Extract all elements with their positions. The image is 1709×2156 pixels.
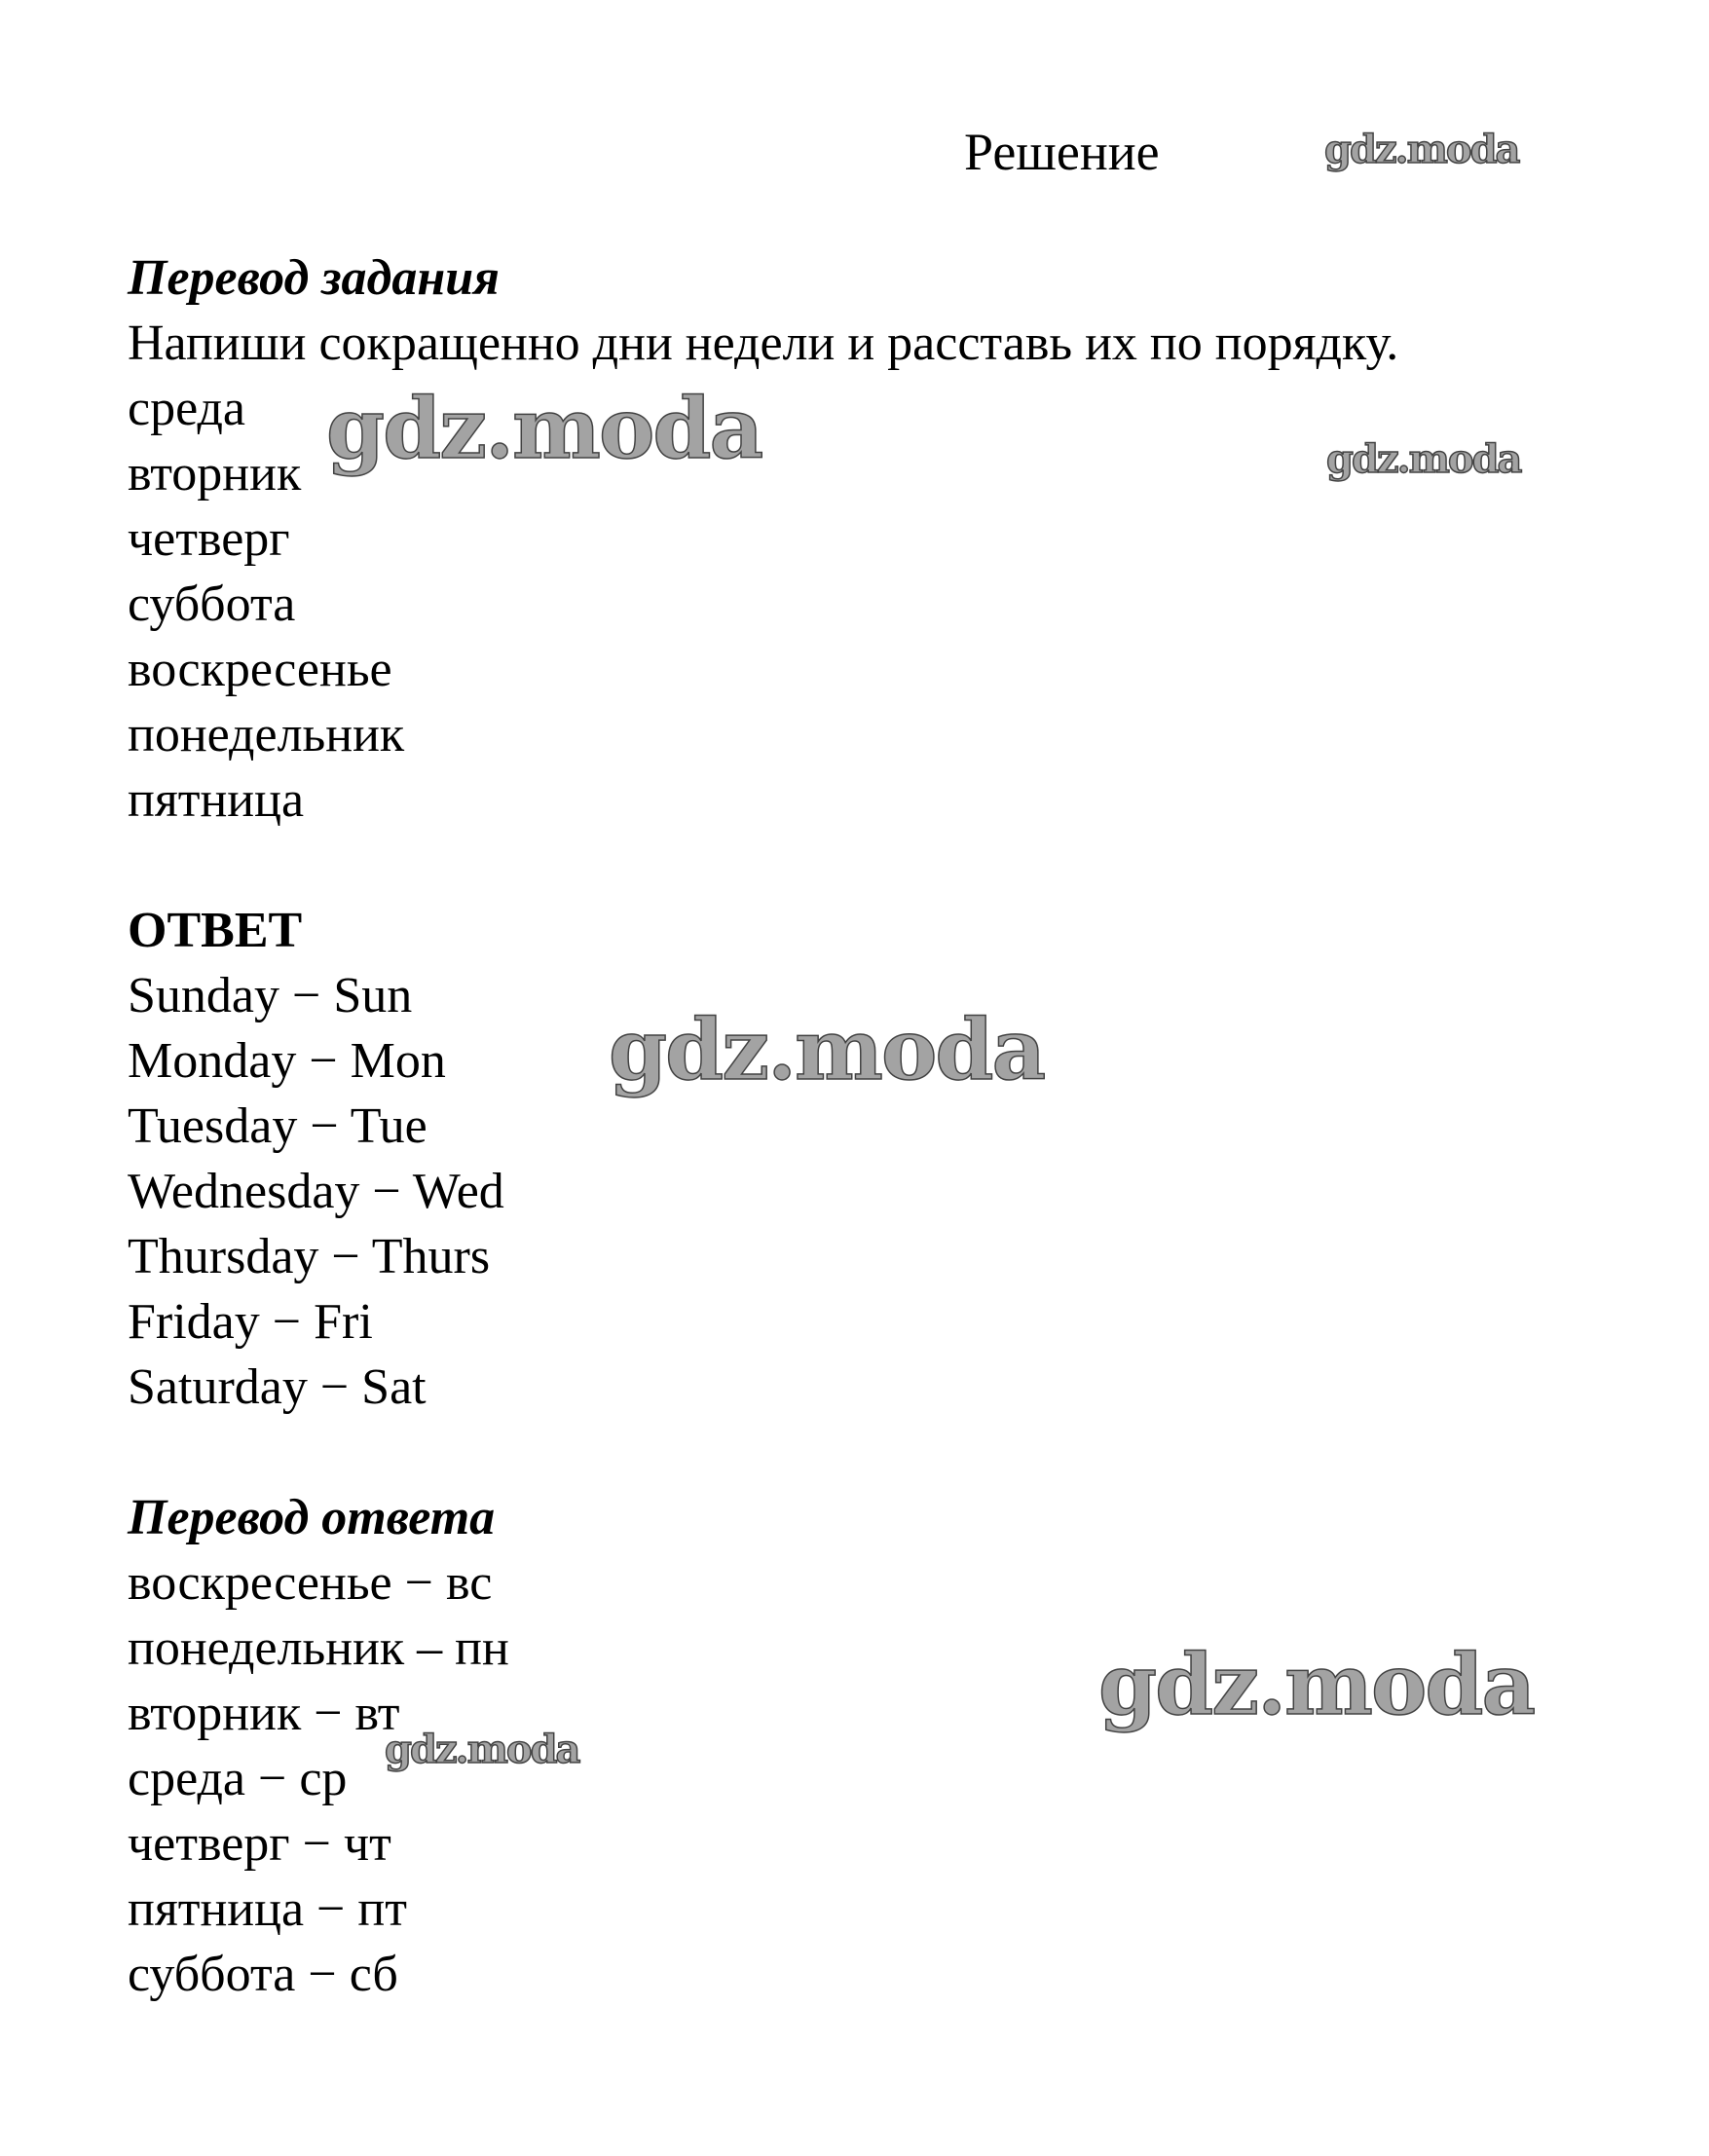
watermark: gdz.moda — [1324, 127, 1519, 172]
watermark: gdz.moda — [326, 380, 762, 478]
task-word: понедельник — [128, 707, 405, 762]
section-spacer — [128, 1420, 1398, 1485]
task-word: воскресенье — [128, 642, 392, 697]
page-title: Решение — [964, 123, 1160, 181]
task-word: вторник — [128, 446, 302, 502]
answer-line: Tuesday − Tue — [128, 1098, 427, 1154]
answer-heading: ОТВЕТ — [128, 903, 303, 958]
answer-line: Thursday − Thurs — [128, 1229, 491, 1284]
task-instruction: Напиши сокращенно дни недели и расставь их по порядку. — [128, 316, 1399, 371]
translation-line: четверг − чт — [128, 1816, 391, 1872]
section-spacer — [128, 833, 1398, 898]
solution-content — [128, 245, 1398, 2007]
watermark: gdz.moda — [609, 1001, 1045, 1099]
answer-line: Saturday − Sat — [128, 1359, 427, 1415]
task-word: суббота — [128, 576, 296, 632]
watermark: gdz.moda — [1326, 436, 1521, 482]
answer-line: Wednesday − Wed — [128, 1164, 504, 1219]
task-word: пятница — [128, 772, 305, 828]
task-word: среда — [128, 381, 246, 436]
translation-line: среда − ср — [128, 1751, 348, 1806]
task-heading: Перевод задания — [128, 250, 500, 306]
answer-line: Sunday − Sun — [128, 968, 413, 1023]
answer-line: Monday − Mon — [128, 1033, 446, 1089]
translation-line: пятница − пт — [128, 1881, 407, 1937]
answer-line: Friday − Fri — [128, 1294, 373, 1350]
watermark: gdz.moda — [385, 1727, 579, 1772]
translation-line: вторник − вт — [128, 1686, 400, 1741]
translation-line: воскресенье − вс — [128, 1555, 493, 1611]
task-word: четверг — [128, 511, 290, 567]
watermark: gdz.moda — [1098, 1636, 1535, 1734]
translation-line: понедельник – пн — [128, 1620, 509, 1676]
translation-heading: Перевод ответа — [128, 1490, 496, 1545]
translation-line: суббота − сб — [128, 1947, 398, 2002]
